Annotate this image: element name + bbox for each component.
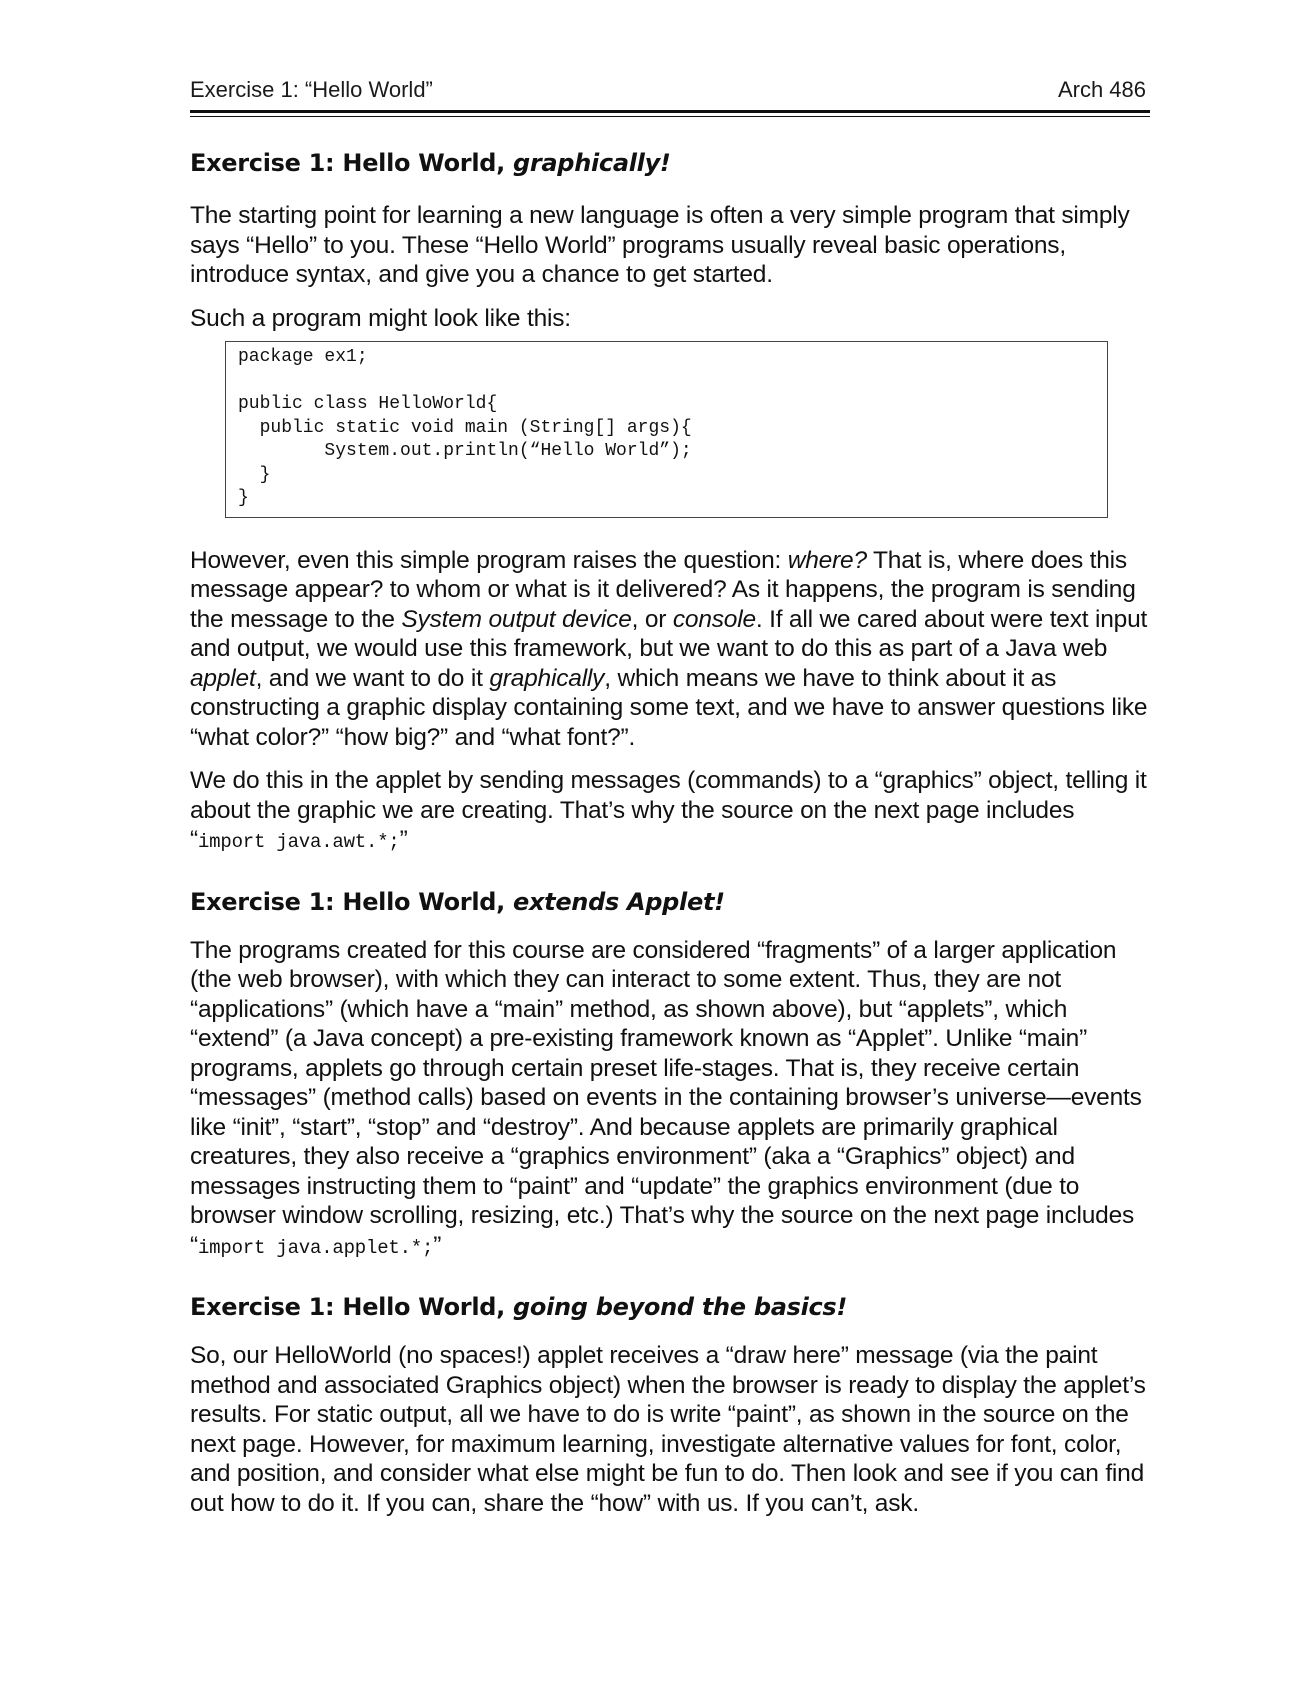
section1-heading: Exercise 1: Hello World, graphically! [190, 149, 671, 177]
section2-heading: Exercise 1: Hello World, extends Applet! [190, 887, 725, 916]
section3-paragraph-1: So, our HelloWorld (no spaces!) applet receives a “draw here” message (via the paint method and associated Graphics object) when the browser is ready to display the applet’s results. For static output, all we have to do is write “paint”, as shown in the source on the next page. However, for maximum learning, investigate alternative values for font, color, and position, and consider what else might be fun to do. Then look and see if you can find out how to do it. If you can, share the “how” with us. If you can’t, ask. [190, 1342, 1146, 1517]
code-listing: package ex1; public class HelloWorld{ public static void main (String[] args){ System.out.println(“Hello World”); } } [225, 341, 1108, 518]
header-rule-thick [190, 110, 1150, 113]
inline-code: import java.applet.*; [197, 1236, 434, 1259]
running-header [190, 72, 1150, 108]
section1-paragraph-4: We do this in the applet by sending messages (commands) to a “graphics” object, telling it about the graphic we are creating. That’s why the source on the next page includes “import java.awt.*;” [190, 767, 1147, 853]
document-page [190, 72, 1150, 1518]
header-course: Arch 486 [1057, 77, 1146, 102]
header-rule-thin [190, 116, 1150, 117]
header-title: Exercise 1: “Hello World” [190, 77, 433, 102]
section2-paragraph-1: The programs created for this course are considered “fragments” of a larger application (the web browser), with which they can interact to some extent. Thus, they are not “applications” (which have a “main” method, as shown above), but “applets”, which “extend” (a Java concept) a pre-existing framework known as “Applet”. Unlike “main” programs, applets go through certain preset life-stages. That is, they receive certain “messages” (method calls) based on events in the containing browser’s universe—events like “init”, “start”, “stop” and “destroy”. And because applets are primarily graphical creatures, they also receive a “graphics environment” (aka a “Graphics” object) and messages instructing them to “paint” and “update” the graphics environment (due to browser window scrolling, resizing, etc.) That’s why the source on the next page includes “import java.applet.*;” [190, 936, 1142, 1259]
section3-heading: Exercise 1: Hello World, going beyond the basics! [190, 1293, 848, 1321]
section1-paragraph-3: However, even this simple program raises the question: where? That is, where does this message appear? to whom or what is it delivered? As it happens, the program is sending the message to the System output device, or console. If all we cared about were text input and output, we would use this framework, but we want to do this as part of a Java web applet, and we want to do it graphically, which means we have to think about it as constructing a graphic display containing some text, and we have to answer questions like “what color?” “how big?” and “what font?”. [190, 546, 1148, 751]
section1-paragraph-2: Such a program might look like this: [190, 304, 571, 332]
section1-paragraph-1: The starting point for learning a new language is often a very simple program that simply says “Hello” to you. These “Hello World” programs usually reveal basic operations, introduce syntax, and give you a chance to get started. [190, 202, 1130, 288]
inline-code: import java.awt.*; [197, 831, 400, 853]
